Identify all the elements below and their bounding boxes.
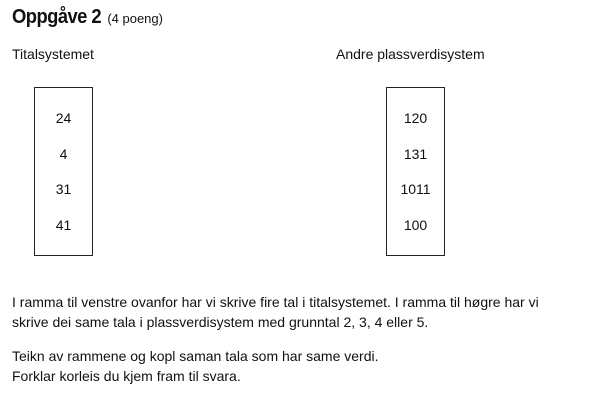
left-number-frame: [34, 87, 93, 256]
right-number: 100: [403, 217, 428, 233]
paragraph-line: Teikn av rammene og kopl saman tala som har same verdi.: [12, 348, 379, 364]
left-number: 24: [55, 110, 72, 126]
right-number: 120: [403, 110, 428, 126]
task-title: Oppgåve 2: [12, 6, 102, 28]
paragraph-line: I ramma til venstre ovanfor har vi skrive fire tal i titalsystemet. I ramma til høgre har vi: [12, 294, 539, 310]
instruction-paragraph: [12, 292, 592, 332]
right-number: 131: [403, 146, 428, 162]
task-points: (4 poeng): [107, 11, 163, 26]
left-number: 4: [59, 146, 68, 162]
task-paragraph: [12, 346, 592, 386]
right-number-frame: [386, 87, 445, 256]
paragraph-line: skrive dei same tala i plassverdisystem med grunntal 2, 3, 4 eller 5.: [12, 314, 429, 330]
left-number: 31: [55, 181, 72, 197]
task-heading: [12, 6, 163, 29]
right-number: 1011: [400, 181, 431, 197]
left-column-label: Titalsystemet: [12, 46, 94, 62]
paragraph-line: Forklar korleis du kjem fram til svara.: [12, 368, 241, 384]
right-column-label: Andre plassverdisystem: [336, 46, 485, 62]
left-number: 41: [55, 217, 72, 233]
